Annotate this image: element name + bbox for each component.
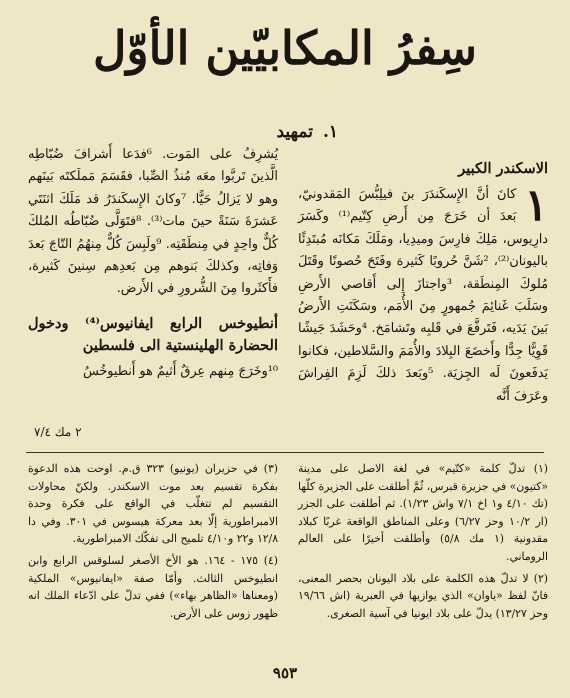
chapter-number: ١. xyxy=(322,122,338,142)
text-paragraph-verse-10: ¹⁰وخَرَجَ مِنهم عِرقٌ أَثيمٌ هو أَنطيوخُسُ xyxy=(83,363,278,379)
section-heading-antiochus: أنطيوخس الرابع ايفانيوس⁽⁴⁾ ودخول الحضارة الهلينستية الى فلسطين xyxy=(28,314,278,354)
text-paragraph-verses-1-5 xyxy=(298,180,548,408)
left-column xyxy=(28,144,278,383)
page-number: ٩٥٣ xyxy=(272,664,298,682)
footnotes-left xyxy=(28,460,278,626)
paragraph-text: كانَ أنَّ الإِسكَندَرَ بنَ فيلِبُّسَ المَقدونيّ، بَعدَ أن خَرَجَ مِن أَرضِ كِتّيم⁽¹⁾ وكَسَرَ دارِيوس، مَلِكَ فارِسَ وميدِيا، ومَلَكَ مَكانَه مُبتَدِئًا باليونان⁽²⁾، ²شَنَّ حُروبًا كَثيرة وفَتَحَ حُصونًا وقَتَلَ مُلوكَ المِنطَقة، ³واجتازَ إِلى أَقاصي الأَرضِ وسَلَبَ غَنائِمَ جُمهورٍ مِنَ الأُمَم، وسَكَنَتِ الأَرضُ بَينَ يَدَيه، فَتَرفَّعَ في قَلبِه وتَشامَخ. ⁴وحَشَدَ جَيشًا قَوِيًّا جِدًّا وأَخضَعَ البِلادَ والأُمَمَ والسَّلاطين، فكانوا يَدفَعونَ لَه الجِزيَة. ⁵وبَعدَ ذلكَ لَزِمَ الفِراشَ وعَرَفَ أَنَّه xyxy=(298,187,548,404)
chapter-title: تمهيد xyxy=(276,122,313,142)
footnote-3: (٣) في حزيران (يونيو) ٣٢٣ ق.م. اوحت هذه الدعوة بفكرة تقسيم بعد موت الاسكندر. ولكنّ محاولات التقسيم لم تتغلّب في الواقع على فكرة وحدة الامبراطورية إلّا بعد معركة هيسوس في ٣٠١. وفي دا ١٢/٨ و٢٢ و٤/١٠ تلميح الى تفكّك الامبراطورية. xyxy=(28,462,278,546)
dropcap-verse-number: ١ xyxy=(524,180,548,231)
footnotes-right xyxy=(298,460,548,626)
chapter-heading xyxy=(276,122,338,142)
text-paragraph-verses-5-9: يُشرِفُ على المَوت. ⁶فدَعا أَشرافَ ضُبّاطِه الَّذينَ تَربَّوا معَه مُنذُ الصِّبا، فقَسَمَ مَملَكتَه بَينَهم وهو لا يَزالُ حَيًّا. ⁷وكانَ الإِسكَندَرُ قد مَلَكَ اثنَتَي عَشرَةَ سَنَةً حينَ مات⁽³⁾. ⁸فتَوَلَّى ضُبّاطُه المُلكَ كُلٌّ واحِدٍ في مِنطَقَتِه. ⁹ولَبِسَ كُلٌّ مِنهُمُ التّاجَ بَعدَ وَفاتِه، وكذلكَ بَنوهم مِن بَعدِهم سِنينَ كَثيرة، فأَكثَروا مِنَ الشُّرورِ في الأَرض. xyxy=(28,147,279,297)
footnote-4: (٤) ١٧٥ - ١٦٤. هو الأخ الأصغر لسلوقس الرابع وابن انطيوخس الثالث. وأمّا صفة «ايفانيوس» الملكية (ومعناها «الظاهر بهاء») ففي تدلّ على ادّعاء الملك انه ظهور زوس على الأرض. xyxy=(28,553,278,620)
section-heading-alexander: الاسكندر الكبير xyxy=(458,160,548,177)
footnote-2: (٢) لا تدلّ هذه الكلمة على بلاد اليونان بحصر المعنى، فانّ لفظ «ياوان» الذي يوازيها في العبرية (اش ١٩/٦٦ وحز ١٣/٢٧) يدلّ على بلاد ايونيا في آسية الصغرى. xyxy=(298,571,548,620)
book-title: سِفرُ المكابيّين الأوّل xyxy=(92,21,478,75)
cross-reference: ٢ مك ٧/٤ xyxy=(34,425,82,439)
right-column xyxy=(298,144,548,408)
footnote-1: (١) تدلّ كلمة «كتّيم» في لغة الاصل على مدينة «كتيون» في جزيرة قبرس، ثُمَّ أطلقت على الجزيرة كلّها (تك ٤/١٠ و١ اخ ٧/١ واش ١/٢٣). ثم أطلقت على الجزر (ار ١٠/٢ وحز ٦/٢٧) وعلى المناطق الواقعة غربًا كبلاد مقدونية (١ مك ٥/٨) وأطلقت أخيرًا على العالم الروماني. xyxy=(298,462,548,563)
footnote-divider xyxy=(26,452,544,453)
